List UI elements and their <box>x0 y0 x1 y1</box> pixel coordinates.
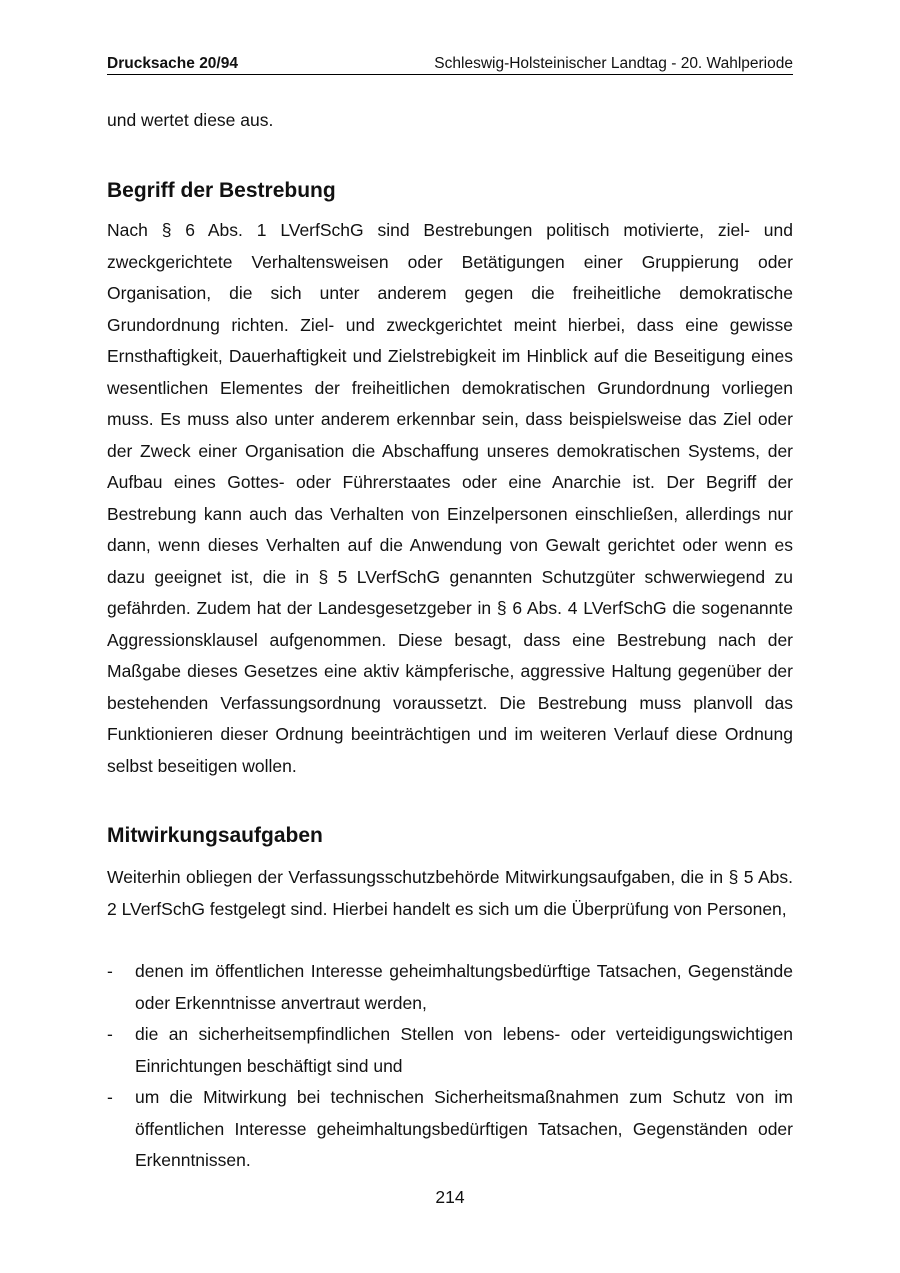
section-heading-mitwirkung: Mitwirkungsaufgaben <box>107 824 323 847</box>
list-bullet: - <box>107 1024 113 1044</box>
section-heading-bestrebung: Begriff der Bestrebung <box>107 179 336 202</box>
publisher-line: Schleswig-Holsteinischer Landtag - 20. Wahlperiode <box>434 55 793 72</box>
document-number: Drucksache 20/94 <box>107 55 238 72</box>
page-number: 214 <box>435 1187 465 1207</box>
section-paragraph-bestrebung: Nach § 6 Abs. 1 LVerfSchG sind Bestrebungen politisch motivierte, ziel- und zweckgerichtete Verhaltensweisen oder Betätigungen einer Gruppierung oder Organisation, die sich unter anderem gegen die freiheitliche demokratische Grundordnung richten. Ziel- und zweckgerichtet meint hierbei, dass eine gewisse Ernsthaftigkeit, Dauerhaftigkeit und Zielstrebigkeit im Hinblick auf die Beseitigung eines wesentlichen Elementes der freiheitlichen demokratischen Grundordnung vorliegen muss. Es muss also unter anderem erkennbar sein, dass beispielsweise das Ziel oder der Zweck einer Organisation die Abschaffung unseres demokratischen Systems, der Aufbau eines Gottes- oder Führerstaates oder eine Anarchie ist. Der Begriff der Bestrebung kann auch das Verhalten von Einzelpersonen einschließen, allerdings nur dann, wenn dieses Verhalten auf die Anwendung von Gewalt gerichtet oder wenn es dazu geeignet ist, die in § 5 LVerfSchG genannten Schutzgüter schwerwiegend zu gefährden. Zudem hat der Landesgesetzgeber in § 6 Abs. 4 LVerfSchG die sogenannte Aggressionsklausel aufgenommen. Diese besagt, dass eine Bestrebung nach der Maßgabe dieses Gesetzes eine aktiv kämpferische, aggressive Haltung gegenüber der bestehenden Verfassungsordnung voraussetzt. Die Bestrebung muss planvoll das Funktionieren dieser Ordnung beeinträchtigen und im weiteren Verlauf diese Ordnung selbst beseitigen wollen. <box>107 220 793 776</box>
list-item <box>107 1082 793 1177</box>
list-item-text: die an sicherheitsempfindlichen Stellen von lebens- oder verteidigungswichtigen Einrichtungen beschäftigt sind und <box>135 1024 793 1076</box>
mitwirkung-list <box>107 956 793 1177</box>
list-item-text: um die Mitwirkung bei technischen Sicherheitsmaßnahmen zum Schutz von im öffentlichen Interesse geheimhaltungsbedürftigen Tatsachen, Gegenständen oder Erkenntnissen. <box>135 1087 793 1170</box>
list-item-text: denen im öffentlichen Interesse geheimhaltungsbedürftige Tatsachen, Gegenstände oder Erkenntnisse anvertraut werden, <box>135 961 793 1013</box>
list-item <box>107 1019 793 1082</box>
running-header <box>107 54 793 75</box>
section-paragraph-mitwirkung: Weiterhin obliegen der Verfassungsschutzbehörde Mitwirkungsaufgaben, die in § 5 Abs. 2 LVerfSchG festgelegt sind. Hierbei handelt es sich um die Überprüfung von Personen, <box>107 867 793 919</box>
list-item <box>107 956 793 1019</box>
continued-text: und wertet diese aus. <box>107 110 274 130</box>
list-bullet: - <box>107 1087 113 1107</box>
list-bullet: - <box>107 961 113 981</box>
